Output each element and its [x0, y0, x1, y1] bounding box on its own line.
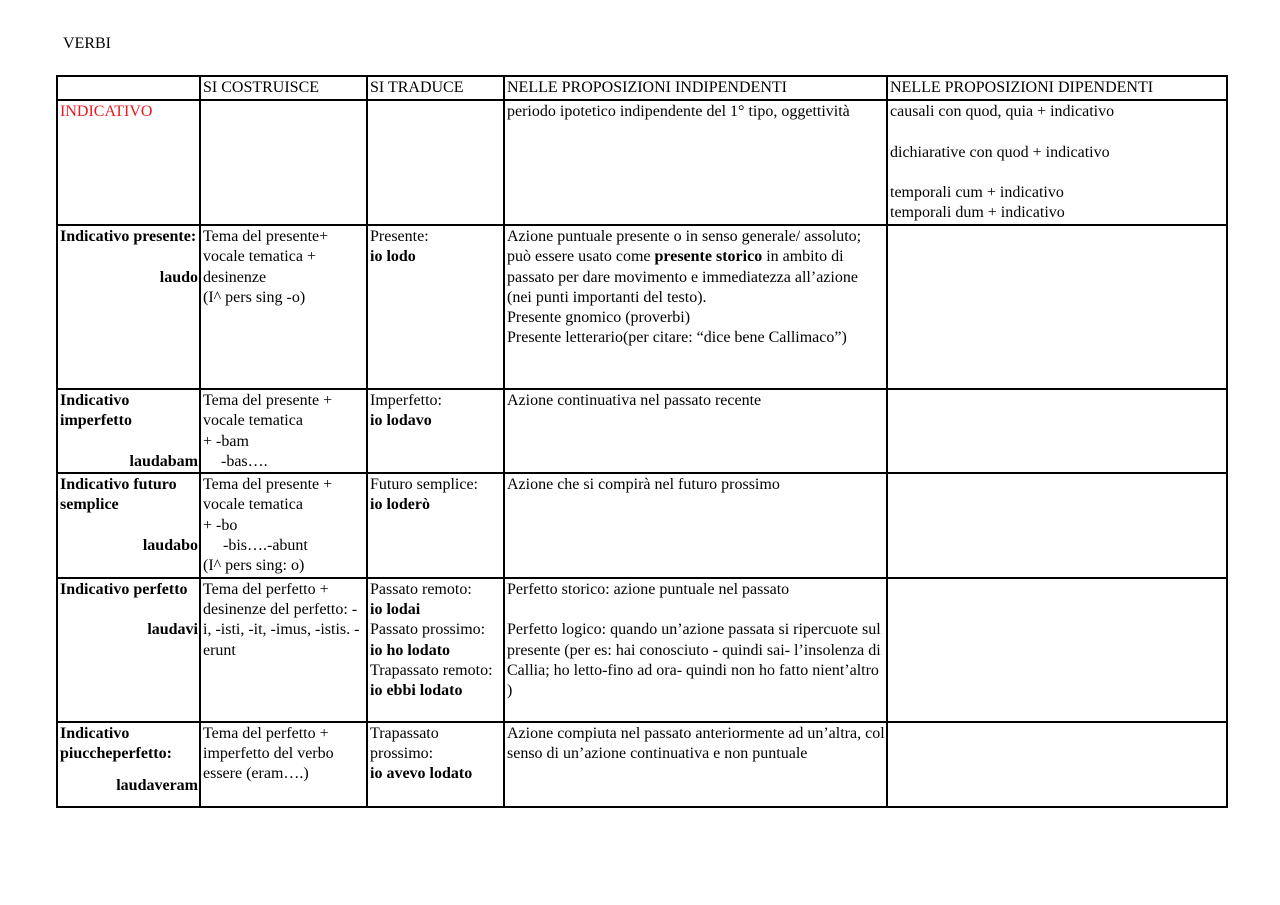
translation-label: Imperfetto: — [370, 392, 442, 409]
cell-text: (I^ pers sing: o) — [203, 557, 305, 575]
cell-indipendenti — [504, 389, 887, 473]
header-cell-dipendenti: NELLE PROPOSIZIONI DIPENDENTI — [887, 76, 1227, 100]
cell-text: + -bo — [203, 516, 238, 534]
cell-text: Perfetto storico: azione puntuale nel passato — [507, 580, 790, 598]
tense-name: Indicativo imperfetto — [60, 392, 132, 430]
cell-dipendenti — [887, 100, 1227, 225]
cell-tense — [57, 389, 200, 473]
cell-tense — [57, 473, 200, 577]
cell-text: causali con quod, quia + indicativo — [890, 103, 1115, 120]
cell-dipendenti — [887, 722, 1227, 807]
cell-costruisce — [200, 100, 367, 225]
cell-traduce — [367, 722, 504, 807]
cell-dipendenti — [887, 225, 1227, 389]
tense-name: Indicativo piuccheperfetto: — [60, 724, 172, 762]
cell-text: Presente letterario(per citare: “dice bene Callimaco”) — [507, 329, 847, 347]
translation-label: Trapassato prossimo: — [370, 724, 439, 762]
cell-text: Azione continuativa nel passato recente — [507, 392, 762, 409]
cell-costruisce — [200, 578, 367, 722]
cell-mood — [57, 100, 200, 225]
tense-form: laudaveram — [116, 777, 198, 795]
translation-label: Passato prossimo: — [370, 621, 486, 639]
tense-form: laudavi — [147, 621, 198, 639]
table-row-indicativo — [57, 100, 1227, 225]
header-cell-costruisce: SI COSTRUISCE — [200, 76, 367, 100]
cell-indipendenti — [504, 578, 887, 722]
header-cell-traduce: SI TRADUCE — [367, 76, 504, 100]
cell-text: Tema del presente + vocale tematica — [203, 392, 333, 430]
cell-text: Azione che si compirà nel futuro prossimo — [507, 476, 780, 494]
translation-value: io lodavo — [370, 412, 432, 430]
cell-text: + -bam — [203, 432, 249, 450]
cell-dipendenti — [887, 389, 1227, 473]
cell-traduce — [367, 225, 504, 389]
cell-traduce — [367, 100, 504, 225]
tense-form: laudabo — [142, 537, 198, 555]
cell-text: dichiarative con quod + indicativo — [890, 143, 1110, 161]
table-row-imperfetto — [57, 389, 1227, 473]
cell-text: Tema del perfetto + imperfetto del verbo essere (eram….) — [203, 724, 334, 783]
cell-text: periodo ipotetico indipendente del 1° tipo, oggettività — [507, 103, 850, 120]
translation-value: io loderò — [370, 496, 430, 514]
tense-form: laudo — [159, 268, 198, 286]
cell-text: Azione puntuale presente o in senso generale/ assoluto; può essere usato come presente storico in ambito di passato per dare movimento e immediatezza all’azione (nei punti importanti del testo). — [507, 228, 862, 306]
cell-costruisce — [200, 722, 367, 807]
translation-value: io ho lodato — [370, 641, 451, 659]
cell-traduce — [367, 578, 504, 722]
cell-text: temporali dum + indicativo — [890, 204, 1065, 222]
verb-table — [56, 75, 1228, 808]
table-row-presente — [57, 225, 1227, 389]
cell-indipendenti — [504, 100, 887, 225]
cell-traduce — [367, 389, 504, 473]
cell-text: Tema del presente + vocale tematica — [203, 476, 333, 514]
cell-text: Azione compiuta nel passato anteriormente ad un’altra, col senso di un’azione continuativa e non puntuale — [507, 724, 885, 762]
translation-value: io avevo lodato — [370, 765, 473, 783]
table-row-piuccheperfetto — [57, 722, 1227, 807]
cell-text: -bas…. — [221, 452, 268, 470]
cell-text: Tema del presente+ vocale tematica + desinenze — [203, 228, 329, 286]
header-cell-indipendenti: NELLE PROPOSIZIONI INDIPENDENTI — [504, 76, 887, 100]
cell-dipendenti — [887, 578, 1227, 722]
document-title: VERBI — [63, 35, 111, 52]
cell-text: Tema del perfetto + desinenze del perfetto: -i, -isti, -it, -imus, -istis. -erunt — [203, 580, 360, 659]
cell-text: Trapassato remoto: io ebbi lodato — [370, 661, 493, 700]
tense-name: Indicativo perfetto — [60, 580, 188, 598]
cell-costruisce — [200, 473, 367, 577]
cell-tense — [57, 225, 200, 389]
cell-costruisce — [200, 389, 367, 473]
translation-value: io lodo — [370, 248, 416, 266]
tense-form: laudabam — [129, 452, 198, 470]
translation-value: io lodai — [370, 600, 421, 618]
cell-text: temporali cum + indicativo — [890, 184, 1064, 202]
cell-text: Perfetto logico: quando un’azione passata si ripercuote sul presente (per es: hai conosciuto - quindi sai- l’insolenza di Callia; ho letto-fino ad ora- quindi non ho fatto nient’altro ) — [507, 621, 881, 700]
cell-tense — [57, 722, 200, 807]
cell-indipendenti — [504, 722, 887, 807]
header-cell-empty — [57, 76, 200, 100]
cell-text: Presente gnomico (proverbi) — [507, 309, 691, 327]
cell-indipendenti — [504, 225, 887, 389]
translation-label: Presente: — [370, 228, 429, 245]
cell-tense — [57, 578, 200, 722]
cell-traduce — [367, 473, 504, 577]
translation-label: Futuro semplice: — [370, 476, 478, 494]
translation-label: Passato remoto: — [370, 580, 472, 598]
mood-label: INDICATIVO — [60, 103, 153, 120]
cell-indipendenti — [504, 473, 887, 577]
cell-dipendenti — [887, 473, 1227, 577]
cell-text: -bis….-abunt — [223, 537, 308, 555]
cell-costruisce — [200, 225, 367, 389]
table-header-row — [57, 76, 1227, 100]
tense-name: Indicativo presente: — [60, 228, 197, 245]
table-row-futuro — [57, 473, 1227, 577]
table-row-perfetto — [57, 578, 1227, 722]
cell-text: (I^ pers sing -o) — [203, 288, 306, 306]
tense-name: Indicativo futuro semplice — [60, 476, 177, 514]
